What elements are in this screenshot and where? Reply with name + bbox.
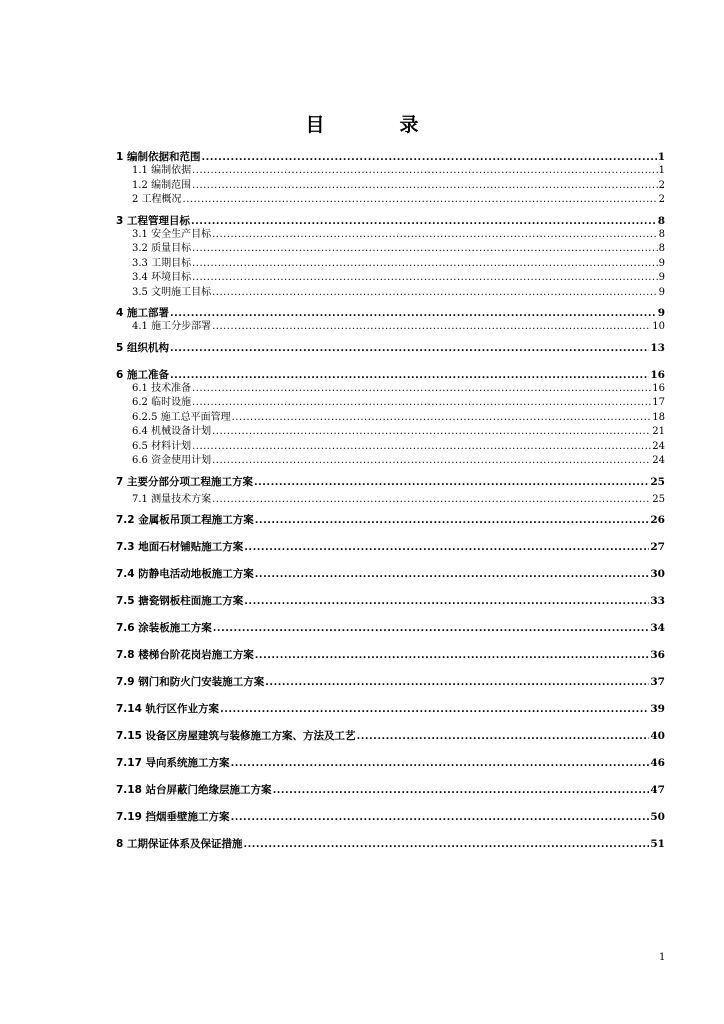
toc-entry-page: 9 — [657, 307, 665, 319]
toc-entry[interactable] — [116, 702, 665, 716]
dot-leader — [231, 810, 650, 824]
toc-entry[interactable] — [116, 594, 665, 608]
page-title: 目 录 — [305, 114, 447, 136]
toc-entry-page: 34 — [650, 622, 665, 634]
toc-entry[interactable] — [116, 756, 665, 770]
dot-leader — [212, 454, 651, 469]
toc-entry-label: 7.18 站台屏蔽门绝缘层施工方案 — [116, 784, 272, 796]
dot-leader — [255, 513, 650, 527]
toc-entry-label: 4 施工部署 — [116, 307, 169, 319]
toc-entry[interactable] — [116, 193, 665, 208]
toc-entry-label: 7.4 防静电活动地板施工方案 — [116, 568, 254, 580]
toc-entry[interactable] — [116, 164, 665, 179]
toc-entry-label: 3.1 安全生产目标 — [132, 228, 212, 240]
toc-entry[interactable] — [116, 396, 665, 411]
dot-leader — [170, 368, 649, 382]
dot-leader — [244, 540, 649, 554]
toc-entry[interactable] — [116, 320, 665, 335]
toc-entry-page: 24 — [652, 440, 665, 452]
toc-entry-page: 27 — [650, 541, 665, 553]
toc-entry-label: 6.1 技术准备 — [132, 382, 192, 394]
toc-entry[interactable] — [116, 540, 665, 554]
toc-entry-label: 1.1 编制依据 — [132, 165, 192, 176]
dot-leader — [232, 411, 652, 426]
toc-entry-label: 7.8 楼梯台阶花岗岩施工方案 — [116, 649, 254, 661]
dot-leader — [192, 396, 651, 411]
toc-entry-label: 8 工期保证体系及保证措施 — [116, 838, 243, 850]
dot-leader — [183, 193, 658, 208]
dot-leader — [255, 567, 650, 581]
toc-entry-label: 7.14 轨行区作业方案 — [116, 703, 220, 715]
toc-entry-page: 17 — [652, 397, 665, 408]
page-number: 1 — [659, 952, 666, 963]
dot-leader — [265, 675, 649, 689]
dot-leader — [192, 257, 658, 272]
toc-entry[interactable] — [116, 475, 665, 489]
toc-entry-page: 25 — [650, 475, 665, 488]
table-of-contents — [116, 150, 665, 851]
toc-entry-label: 3.2 质量目标 — [132, 243, 192, 254]
toc-entry[interactable] — [116, 411, 665, 426]
toc-entry-label: 6 施工准备 — [116, 368, 169, 381]
toc-entry-label: 1.2 编制范围 — [132, 179, 192, 191]
toc-entry-page: 8 — [658, 228, 665, 240]
toc-entry-page: 16 — [652, 382, 665, 394]
toc-entry-page: 2 — [658, 194, 665, 205]
toc-entry-page: 47 — [650, 784, 665, 796]
toc-entry[interactable] — [116, 440, 665, 455]
toc-entry-page: 40 — [650, 730, 665, 742]
toc-entry-page: 1 — [657, 151, 665, 163]
toc-entry-page: 37 — [650, 676, 665, 688]
dot-leader — [191, 214, 657, 228]
toc-entry-label: 3 工程管理目标 — [116, 214, 190, 227]
toc-entry[interactable] — [116, 214, 665, 228]
dot-leader — [201, 150, 656, 164]
toc-entry-page: 13 — [650, 341, 665, 354]
toc-entry[interactable] — [116, 648, 665, 662]
toc-entry-label: 2 工程概况 — [132, 194, 182, 205]
dot-leader — [192, 382, 651, 397]
dot-leader — [212, 320, 651, 335]
toc-entry-page: 50 — [650, 811, 665, 823]
toc-entry-label: 6.2 临时设施 — [132, 397, 192, 408]
dot-leader — [192, 179, 658, 194]
toc-entry-label: 7.19 挡烟垂壁施工方案 — [116, 811, 230, 823]
toc-entry-label: 7.6 涂装板施工方案 — [116, 622, 212, 634]
toc-entry-label: 3.3 工期目标 — [132, 257, 192, 269]
toc-entry-page: 24 — [652, 455, 665, 466]
toc-entry-page: 2 — [658, 179, 665, 191]
toc-entry-label: 7.1 测量技术方案 — [132, 493, 212, 505]
dot-leader — [220, 702, 649, 716]
toc-entry-page: 1 — [658, 165, 665, 176]
dot-leader — [212, 425, 651, 440]
dot-leader — [192, 164, 658, 179]
toc-entry-label: 5 组织机构 — [116, 341, 169, 354]
toc-entry-label: 4.1 施工分步部署 — [132, 321, 212, 332]
toc-entry-page: 21 — [652, 426, 665, 437]
toc-entry-page: 8 — [657, 214, 665, 227]
toc-entry-page: 39 — [650, 703, 665, 715]
toc-entry-page: 9 — [658, 286, 665, 298]
toc-entry-label: 7 主要分部分项工程施工方案 — [116, 475, 253, 488]
toc-entry-label: 7.2 金属板吊顶工程施工方案 — [116, 514, 254, 526]
toc-entry[interactable] — [116, 382, 665, 397]
toc-entry[interactable] — [116, 271, 665, 286]
toc-entry-label: 7.17 导向系统施工方案 — [116, 757, 230, 769]
toc-entry[interactable] — [116, 567, 665, 581]
toc-entry-page: 8 — [658, 243, 665, 254]
toc-entry[interactable] — [116, 783, 665, 797]
toc-entry[interactable] — [116, 179, 665, 194]
toc-entry[interactable] — [116, 242, 665, 257]
toc-entry-label: 6.5 材料计划 — [132, 440, 192, 452]
dot-leader — [212, 493, 651, 508]
toc-entry-page: 30 — [650, 568, 665, 580]
dot-leader — [212, 286, 658, 301]
toc-entry-label: 6.4 机械设备计划 — [132, 426, 212, 437]
toc-entry[interactable] — [116, 454, 665, 469]
toc-entry[interactable] — [116, 341, 665, 355]
dot-leader — [192, 271, 658, 286]
toc-entry[interactable] — [116, 729, 665, 743]
dot-leader — [192, 440, 651, 455]
dot-leader — [213, 621, 650, 635]
dot-leader — [170, 306, 657, 320]
toc-entry[interactable] — [116, 286, 665, 301]
toc-entry[interactable] — [116, 228, 665, 243]
toc-entry[interactable] — [116, 675, 665, 689]
dot-leader — [273, 783, 650, 797]
toc-entry[interactable] — [116, 493, 665, 508]
toc-entry-page: 26 — [650, 514, 665, 526]
dot-leader — [255, 648, 650, 662]
toc-entry[interactable] — [116, 837, 665, 851]
dot-leader — [357, 729, 650, 743]
dot-leader — [170, 341, 649, 355]
dot-leader — [254, 475, 649, 489]
toc-entry-page: 36 — [650, 649, 665, 661]
toc-entry-page: 25 — [652, 493, 665, 505]
toc-entry-page: 46 — [650, 757, 665, 769]
toc-entry-page: 10 — [652, 321, 665, 332]
toc-entry[interactable] — [116, 621, 665, 635]
toc-entry-page: 18 — [652, 411, 665, 423]
toc-entry[interactable] — [116, 513, 665, 527]
dot-leader — [231, 756, 650, 770]
toc-entry-label: 7.5 搪瓷钢板柱面施工方案 — [116, 595, 244, 607]
toc-entry-label: 7.15 设备区房屋建筑与装修施工方案、方法及工艺 — [116, 730, 356, 742]
toc-entry-label: 3.4 环境目标 — [132, 272, 192, 283]
toc-entry-page: 9 — [658, 272, 665, 283]
toc-entry-page: 9 — [658, 257, 665, 269]
toc-entry-page: 51 — [650, 838, 665, 850]
toc-entry-label: 7.3 地面石材铺贴施工方案 — [116, 541, 244, 553]
toc-entry-page: 33 — [650, 595, 665, 607]
toc-entry-label: 6.6 资金使用计划 — [132, 455, 212, 466]
toc-entry-label: 1 编制依据和范围 — [116, 151, 201, 163]
toc-entry[interactable] — [116, 150, 665, 164]
toc-entry-page: 16 — [650, 368, 665, 381]
toc-entry[interactable] — [116, 425, 665, 440]
dot-leader — [212, 228, 658, 243]
toc-entry[interactable] — [116, 257, 665, 272]
toc-entry-label: 7.9 钢门和防火门安装施工方案 — [116, 676, 265, 688]
dot-leader — [244, 594, 649, 608]
toc-entry[interactable] — [116, 810, 665, 824]
toc-entry[interactable] — [116, 368, 665, 382]
toc-entry-label: 6.2.5 施工总平面管理 — [132, 411, 231, 423]
toc-entry[interactable] — [116, 306, 665, 320]
dot-leader — [192, 242, 658, 257]
toc-entry-label: 3.5 文明施工目标 — [132, 286, 212, 298]
dot-leader — [243, 837, 649, 851]
